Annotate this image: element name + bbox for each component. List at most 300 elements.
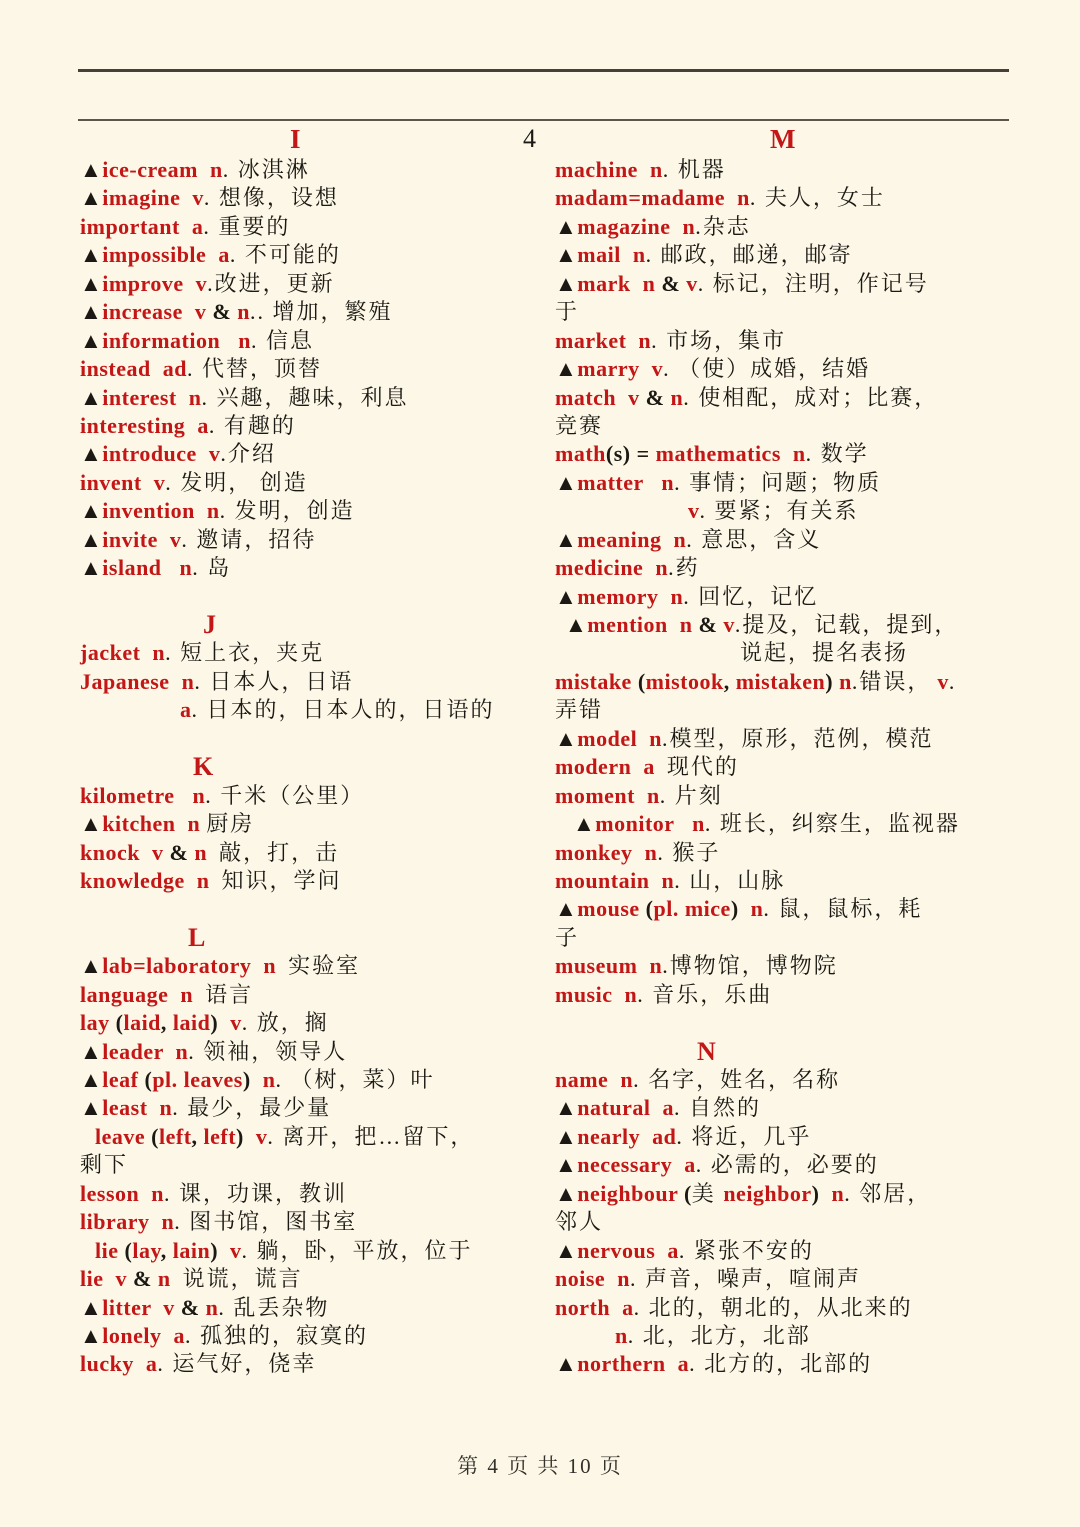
definition-fragment: . (194, 668, 210, 694)
term-fragment: n (184, 867, 222, 893)
definition-fragment: （树，菜）叶 (290, 1067, 435, 1092)
definition-fragment: 音乐，乐曲 (652, 981, 773, 1007)
term-fragment: name (555, 1067, 609, 1092)
definition-fragment: 数学 (820, 441, 869, 467)
definition-fragment: . (683, 384, 699, 410)
definition-fragment: 图书馆，图书室 (189, 1209, 358, 1235)
vocab-line (555, 1265, 1045, 1293)
term-fragment: magazine (577, 213, 671, 239)
term-fragment: n (612, 981, 638, 1007)
term-fragment: Japanese (80, 668, 170, 694)
definition-fragment: . (205, 782, 221, 808)
term-fragment: monitor (595, 811, 675, 837)
definition-fragment: .. (249, 299, 273, 325)
term-fragment: n (161, 555, 193, 581)
vocab-line (80, 1180, 570, 1208)
definition-fragment: 最少，最少量 (187, 1095, 332, 1121)
vocab-line (555, 753, 1045, 781)
spacer-line (80, 895, 570, 923)
vocab-line (555, 583, 1045, 611)
triangle-marker: ▲ (80, 953, 103, 979)
definition-fragment: 发明，创造 (234, 498, 355, 524)
triangle-marker: ▲ (555, 896, 578, 922)
vocab-line (80, 810, 570, 838)
definition-fragment: . (241, 1010, 257, 1036)
definition-fragment: 有趣的 (223, 412, 296, 438)
term-fragment: v (639, 356, 664, 382)
vocab-line (555, 1350, 1045, 1378)
vocab-line (555, 526, 1045, 554)
spacer-line (80, 725, 570, 753)
definition-fragment: . (157, 1351, 173, 1377)
term-fragment: meaning (577, 526, 662, 552)
definition-fragment: 代替，顶替 (202, 356, 323, 382)
definition-fragment: 离开，把…留下， (282, 1123, 475, 1149)
vocab-line (80, 469, 570, 497)
definition-fragment: 使相配，成对；比赛， (698, 384, 939, 410)
section-header: J (203, 610, 217, 639)
term-fragment: n (839, 668, 852, 694)
spacer-line (555, 1009, 1045, 1037)
definition-fragment: 实验室 (288, 953, 361, 979)
term-fragment: n (780, 441, 806, 467)
term-fragment: n (674, 811, 705, 837)
vocab-line (555, 469, 1045, 497)
definition-fragment: 孤独的，寂寞的 (200, 1322, 369, 1348)
definition-fragment: . (185, 1322, 201, 1348)
vocab-line (80, 782, 570, 810)
definition-fragment: 提及，记载，提到， (742, 612, 959, 637)
definition-fragment: 回忆，记忆 (698, 583, 819, 609)
vocab-line (80, 1009, 570, 1037)
term-fragment: v (151, 1294, 175, 1320)
term-fragment: v (255, 1123, 268, 1149)
vocab-line (80, 526, 570, 554)
term-fragment: least (102, 1095, 148, 1121)
triangle-marker: ▲ (555, 583, 578, 609)
section-header: N (697, 1036, 717, 1066)
left-section-letter: I (290, 124, 301, 154)
term-fragment: n (140, 640, 166, 666)
vocab-line (555, 839, 1045, 867)
definition-fragment: 放，搁 (256, 1010, 329, 1036)
right-column (555, 156, 1045, 1379)
vocab-line (80, 156, 570, 184)
term-fragment: improve (102, 270, 184, 296)
term-fragment: neighbour (577, 1180, 678, 1206)
term-fragment: market (555, 327, 627, 353)
definition-fragment: 竞赛 (555, 412, 604, 438)
term-fragment: machine (555, 157, 638, 182)
definition-fragment: 鼠，鼠标，耗 (778, 896, 923, 922)
term-fragment: lie (80, 1266, 104, 1292)
definition-fragment: 自然的 (688, 1095, 761, 1121)
vocab-line (80, 1038, 570, 1066)
term-fragment: pl. mice (653, 896, 731, 922)
term-fragment: v (688, 498, 700, 524)
vocab-line (80, 213, 570, 241)
term-fragment: nervous (577, 1237, 656, 1263)
triangle-marker: ▲ (555, 1351, 578, 1377)
definition-fragment: . (165, 640, 181, 666)
vocab-line (555, 952, 1045, 980)
term-fragment: n (139, 1180, 164, 1206)
triangle-marker: ▲ (80, 1038, 103, 1064)
definition-fragment: . (203, 213, 219, 239)
footer-page-indicator: 第 4 页 共 10 页 (457, 1454, 623, 1478)
definition-fragment: 意思，含义 (701, 526, 822, 552)
term-fragment: mention (587, 612, 668, 637)
vocab-line (555, 384, 1045, 412)
term-fragment: pl. leaves (152, 1067, 243, 1092)
term-fragment: lay (132, 1237, 161, 1263)
definition-fragment: 于 (555, 299, 580, 325)
term-fragment: n (194, 839, 220, 865)
definition-fragment: . (188, 1038, 204, 1064)
vocab-line (80, 384, 570, 412)
vocab-line (555, 241, 1045, 269)
term-fragment: v (141, 469, 166, 495)
vocab-line (555, 981, 1045, 1009)
term-fragment: v (616, 384, 640, 410)
triangle-marker: ▲ (555, 356, 578, 382)
term-fragment: n (149, 1209, 175, 1235)
term-fragment: knowledge (80, 867, 185, 893)
definition-fragment: . (633, 1294, 649, 1320)
vocab-line (80, 440, 570, 468)
term-fragment: n (262, 1067, 276, 1092)
triangle-marker: ▲ (80, 384, 103, 410)
term-fragment: mistaken (735, 668, 826, 694)
definition-fragment: 名字，姓名，名称 (648, 1067, 841, 1092)
top-rule-secondary (78, 119, 1009, 121)
definition-fragment: . (661, 725, 670, 751)
definition-fragment: . (948, 668, 957, 694)
vocab-line (80, 1265, 570, 1293)
vocab-line (80, 668, 570, 696)
triangle-marker: ▲ (555, 725, 578, 751)
triangle-marker: ▲ (80, 185, 103, 211)
vocab-line (80, 1350, 570, 1378)
definition-fragment: . (241, 1237, 257, 1263)
triangle-marker: ▲ (80, 327, 103, 353)
term-fragment: n (220, 327, 251, 353)
definition-fragment: . (695, 213, 703, 239)
definition-fragment: 日本的，日本人的，日语的 (206, 697, 495, 723)
definition-fragment: & (163, 839, 195, 865)
term-fragment: n (626, 327, 652, 353)
definition-fragment: 邮政，邮递，邮寄 (660, 242, 853, 268)
definition-fragment: ( (118, 1237, 133, 1263)
definition-fragment: 机器 (677, 157, 726, 182)
vocab-line (80, 298, 570, 326)
definition-fragment: ) (730, 896, 751, 922)
term-fragment: instead (80, 356, 151, 382)
term-fragment: n (670, 384, 684, 410)
vocab-line (555, 1094, 1045, 1122)
definition-fragment: , (723, 668, 736, 694)
term-fragment: leader (102, 1038, 164, 1064)
definition-fragment: 短上衣，夹克 (180, 640, 325, 666)
section-header: K (193, 752, 214, 782)
term-fragment: madam=madame (555, 185, 726, 211)
definition-fragment: 片刻 (674, 782, 723, 808)
term-fragment: lonely (102, 1322, 162, 1348)
vocab-line (555, 924, 1045, 952)
term-fragment: v (180, 185, 204, 211)
definition-fragment: . (218, 1294, 234, 1320)
triangle-marker: ▲ (80, 1294, 103, 1320)
term-fragment: a (665, 1351, 690, 1377)
top-rule-primary (78, 69, 1009, 72)
term-fragment: island (102, 555, 162, 581)
definition-fragment: . (683, 583, 699, 609)
term-fragment: ice-cream (102, 157, 198, 182)
definition-fragment: 兴趣，趣味，利息 (216, 384, 409, 410)
definition-fragment: 增加，繁殖 (272, 299, 393, 325)
triangle-marker: ▲ (555, 1180, 578, 1206)
definition-fragment: . (164, 1180, 179, 1206)
triangle-marker: ▲ (565, 612, 588, 637)
definition-fragment: . (229, 242, 245, 268)
term-fragment: match (555, 384, 617, 410)
vocab-line (555, 1322, 1045, 1350)
term-fragment: left (158, 1123, 192, 1149)
vocab-line (80, 696, 570, 724)
definition-fragment: 邻人 (555, 1209, 604, 1235)
term-fragment: n (251, 953, 289, 979)
triangle-marker: ▲ (555, 1152, 578, 1178)
vocab-line (555, 867, 1045, 895)
triangle-marker: ▲ (555, 469, 578, 495)
term-fragment: marry (577, 356, 640, 382)
term-fragment: v (723, 612, 735, 637)
definition-fragment: 课，功课，教训 (179, 1180, 348, 1206)
definition-fragment: . (172, 1095, 188, 1121)
term-fragment: n (147, 1095, 173, 1121)
definition-fragment: 厨房 (206, 811, 255, 837)
term-fragment: lie (95, 1237, 119, 1263)
vocab-line (555, 782, 1045, 810)
definition-fragment: . (704, 811, 720, 837)
definition-fragment: ( (631, 668, 646, 694)
vocab-line (80, 867, 570, 895)
term-fragment: neighbor (723, 1180, 812, 1206)
term-fragment: a (185, 412, 209, 438)
vocab-line (555, 1208, 1045, 1236)
definition-fragment: 弄错 (555, 697, 604, 723)
definition-fragment: & (655, 270, 687, 296)
right-section-letter: M (770, 124, 796, 154)
triangle-marker: ▲ (555, 213, 578, 239)
term-fragment: n (197, 157, 223, 182)
term-fragment: n (637, 157, 663, 182)
vocab-line (555, 497, 1045, 525)
term-fragment: a (161, 1322, 186, 1348)
triangle-marker: ▲ (80, 1322, 103, 1348)
term-fragment: n (205, 1294, 219, 1320)
definition-fragment: . (668, 555, 676, 581)
term-fragment: matter (577, 469, 644, 495)
term-fragment: lucky (80, 1351, 134, 1377)
term-fragment: v (103, 1266, 127, 1292)
term-fragment: n (643, 555, 669, 581)
definition-fragment: & (639, 384, 671, 410)
definition-fragment: . (651, 327, 667, 353)
definition-fragment: 岛 (207, 555, 232, 581)
definition-fragment: 紧张不安的 (693, 1237, 814, 1263)
definition-fragment: 知识，学问 (221, 867, 342, 893)
term-fragment: necessary (577, 1152, 673, 1178)
term-fragment: a (655, 1237, 679, 1263)
page-number: 4 (523, 124, 536, 153)
term-fragment: ad (150, 356, 187, 382)
term-fragment: n (658, 583, 684, 609)
left-column (80, 156, 570, 1379)
definition-fragment: . (763, 896, 779, 922)
definition-fragment: . (201, 384, 217, 410)
definition-fragment: . (203, 185, 219, 211)
triangle-marker: ▲ (80, 157, 103, 182)
term-fragment: mistook (645, 668, 724, 694)
definition-fragment: (s) = (605, 441, 656, 467)
triangle-marker: ▲ (80, 811, 103, 837)
definition-fragment: 声音，噪声，喧闹声 (644, 1266, 861, 1292)
triangle-marker: ▲ (80, 270, 103, 296)
triangle-marker: ▲ (555, 242, 578, 268)
term-fragment: imagine (102, 185, 181, 211)
definition-fragment: ( (109, 1010, 124, 1036)
section-header: L (188, 922, 206, 952)
definition-fragment: 市场，集市 (666, 327, 787, 353)
vocab-line (80, 639, 570, 667)
vocab-line (555, 355, 1045, 383)
definition-fragment: ) (236, 1123, 256, 1149)
term-fragment: math (555, 441, 606, 467)
term-fragment: leaf (102, 1067, 139, 1092)
term-fragment: left (203, 1123, 237, 1149)
term-fragment: interesting (80, 412, 186, 438)
vocab-line (80, 1322, 570, 1350)
term-fragment: a (179, 213, 204, 239)
definition-fragment: 北，北方，北部 (642, 1322, 811, 1348)
definition-fragment: . (676, 1123, 692, 1149)
vocab-line (555, 895, 1045, 923)
definition-fragment: . (734, 612, 743, 637)
term-fragment: laid (172, 1010, 211, 1036)
vocab-line (80, 554, 570, 582)
term-fragment: invention (102, 498, 195, 524)
triangle-marker: ▲ (555, 1095, 578, 1121)
definition-fragment: , (191, 1123, 204, 1149)
triangle-marker: ▲ (573, 811, 596, 837)
term-fragment: a (133, 1351, 158, 1377)
vocab-line (555, 298, 1045, 326)
term-fragment: n (157, 1266, 183, 1292)
term-fragment: a (631, 754, 667, 780)
vocab-line (80, 1294, 570, 1322)
definition-fragment: . (805, 441, 821, 467)
vocab-line (555, 327, 1045, 355)
term-fragment: n (608, 1067, 634, 1092)
vocab-line (555, 184, 1045, 212)
term-fragment: n (637, 953, 663, 979)
term-fragment: n (831, 1180, 845, 1206)
definition-fragment: . (662, 157, 678, 182)
triangle-marker: ▲ (80, 526, 103, 552)
definition-fragment: 想像，设想 (218, 185, 339, 211)
definition-fragment: 千米（公里） (220, 782, 365, 808)
definition-fragment: 乱丢杂物 (233, 1294, 330, 1320)
term-fragment: leave (95, 1123, 146, 1149)
definition-fragment: & (174, 1294, 206, 1320)
definition-fragment: . (657, 839, 673, 865)
vocab-line (80, 327, 570, 355)
term-fragment: v (157, 526, 182, 552)
vocab-line (555, 554, 1045, 582)
vocab-line (80, 981, 570, 1009)
term-fragment: kilometre (80, 782, 175, 808)
definition-fragment: . (674, 469, 690, 495)
definition-fragment: 猴子 (672, 839, 721, 865)
term-fragment: n (175, 811, 207, 837)
triangle-marker: ▲ (80, 299, 103, 325)
definition-fragment: 运气好，侥幸 (172, 1351, 317, 1377)
definition-fragment: & (206, 299, 238, 325)
term-fragment: n (605, 1266, 630, 1292)
definition-fragment: 躺，卧，平放，位于 (256, 1237, 473, 1263)
triangle-marker: ▲ (80, 242, 103, 268)
definition-fragment: 标记，注明，作记号 (712, 270, 929, 296)
term-fragment: knock (80, 839, 140, 865)
vocab-line (80, 497, 570, 525)
definition-fragment: 敲，打，击 (219, 839, 340, 865)
term-fragment: mark (577, 270, 631, 296)
vocab-line (80, 839, 570, 867)
definition-fragment: . (208, 412, 224, 438)
term-fragment: lay (80, 1010, 110, 1036)
vocab-line (555, 725, 1045, 753)
vocab-line (555, 1123, 1045, 1151)
term-fragment: jacket (80, 640, 141, 666)
definition-fragment: ) (825, 668, 840, 694)
term-fragment: n (615, 1322, 628, 1348)
definition-fragment: 错误， (859, 668, 932, 694)
definition-fragment: . (633, 1067, 649, 1092)
vocab-line (555, 611, 1045, 639)
definition-fragment: 事情；问题；物质 (689, 469, 882, 495)
definition-fragment: 日本人，日语 (209, 668, 354, 694)
definition-fragment: . (851, 668, 860, 694)
definition-fragment: 介绍 (227, 441, 276, 467)
definition-fragment: 信息 (265, 327, 314, 353)
vocab-line (555, 213, 1045, 241)
term-fragment: modern (555, 754, 632, 780)
term-fragment: n (637, 725, 662, 751)
term-fragment: lain (172, 1237, 211, 1263)
term-fragment: invent (80, 469, 142, 495)
definition-fragment: . (695, 1152, 711, 1178)
triangle-marker: ▲ (80, 555, 103, 581)
definition-fragment: . (673, 1095, 689, 1121)
term-fragment: n (620, 242, 646, 268)
definition-fragment: . (181, 526, 197, 552)
vocab-line (80, 1066, 570, 1094)
definition-fragment: 杂志 (702, 213, 751, 239)
definition-fragment: ) (811, 1180, 832, 1206)
term-fragment: n (632, 839, 658, 865)
definition-fragment: , (160, 1237, 173, 1263)
